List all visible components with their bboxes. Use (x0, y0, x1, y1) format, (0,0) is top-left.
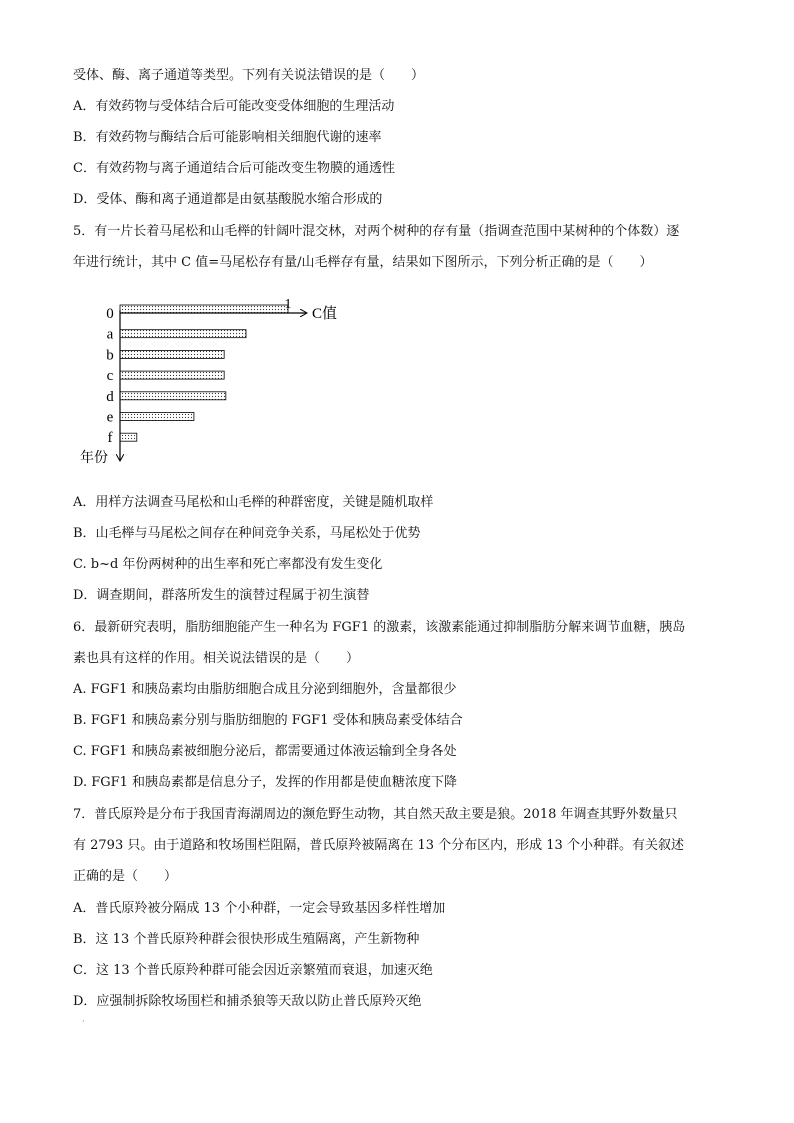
q6-stem-line2: 素也具有这样的作用。相关说法错误的是（ ） (73, 651, 360, 666)
bar-d (120, 392, 226, 400)
q7-option-b: B．这 13 个普氏原羚种群会很快形成生殖隔离，产生新物种 (73, 932, 420, 947)
category-label-0: 0 (106, 306, 114, 322)
bar-c (120, 371, 224, 379)
category-label-d: d (106, 388, 114, 405)
q4-option-d: D．受体、酶和离子通道都是由氨基酸脱水缩合形成的 (73, 192, 383, 207)
q4-option-b: B．有效药物与酶结合后可能影响相关细胞代谢的速率 (73, 130, 382, 145)
q7-option-c: C．这 13 个普氏原羚种群可能会因近亲繁殖而衰退，加速灭绝 (73, 963, 433, 978)
q7-stem-line3: 正确的是（ ） (73, 869, 178, 884)
category-label-a: a (106, 326, 114, 343)
q4-stem-tail: 受体、酶、离子通道等类型。下列有关说法错误的是（ ） (73, 68, 425, 83)
q7-option-d: D．应强制拆除牧场围栏和捕杀狼等天敌以防止普氏原羚灭绝 (73, 994, 422, 1009)
x-tick-label: 1 (284, 297, 292, 312)
q6-option-c: C. FGF1 和胰岛素被细胞分泌后，都需要通过体液运输到全身各处 (73, 744, 457, 759)
category-labels-layer (106, 306, 114, 446)
q6-option-b: B. FGF1 和胰岛素分别与脂肪细胞的 FGF1 受体和胰岛素受体结合 (73, 713, 463, 728)
category-label-e: e (106, 409, 114, 426)
q5-option-d: D．调查期间，群落所发生的演替过程属于初生演替 (73, 588, 370, 603)
q7-option-a: A．普氏原羚被分隔成 13 个小种群，一定会导致基因多样性增加 (73, 901, 446, 916)
q5-stem-line2: 年进行统计，其中 C 值=马尾松存有量/山毛榉存有量，结果如下图所示，下列分析正确的是（ ） (73, 255, 653, 270)
q5-stem-line1: 5．有一片长着马尾松和山毛榉的针阔叶混交林，对两个树种的存有量（指调查范围中某树种的个体数）逐 (73, 224, 680, 239)
q6-option-d: D. FGF1 和胰岛素都是信息分子，发挥的作用都是使血糖浓度下降 (73, 775, 458, 790)
x-axis-label: C值 (312, 306, 338, 322)
bar-0 (120, 305, 288, 313)
category-label-f: f (107, 430, 113, 447)
bar-f (120, 433, 137, 441)
q4-option-a: A．有效药物与受体结合后可能改变受体细胞的生理活动 (73, 99, 395, 114)
q6-option-a: A. FGF1 和胰岛素均由脂肪细胞合成且分泌到细胞外，含量都很少 (73, 682, 457, 697)
page-mark: · (82, 1017, 85, 1026)
q5-option-a: A．用样方法调查马尾松和山毛榉的种群密度，关键是随机取样 (73, 495, 434, 510)
category-label-c: c (106, 368, 114, 385)
q7-stem-line2: 有 2793 只。由于道路和牧场围栏阻隔，普氏原羚被隔离在 13 个分布区内，形成 13 个小种群。有关叙述 (73, 838, 684, 853)
q4-option-c: C．有效药物与离子通道结合后可能改变生物膜的通透性 (73, 161, 395, 176)
c-value-bar-chart (70, 290, 370, 470)
y-axis-label: 年份 (80, 451, 108, 466)
bars-layer (120, 305, 288, 441)
bar-e (120, 413, 194, 421)
q5-option-c: C. b~d 年份两树种的出生率和死亡率都没有发生变化 (73, 557, 383, 572)
q5-option-b: B．山毛榉与马尾松之间存在种间竞争关系，马尾松处于优势 (73, 526, 421, 541)
category-label-b: b (106, 347, 114, 364)
bar-b (120, 350, 224, 358)
q7-stem-line1: 7．普氏原羚是分布于我国青海湖周边的濒危野生动物，其自然天敌主要是狼。2018 年调查其野外数量只 (73, 807, 678, 822)
bar-a (120, 330, 246, 338)
q6-stem-line1: 6．最新研究表明，脂肪细胞能产生一种名为 FGF1 的激素，该激素能通过抑制脂肪分解来调节血糖，胰岛 (73, 620, 686, 635)
